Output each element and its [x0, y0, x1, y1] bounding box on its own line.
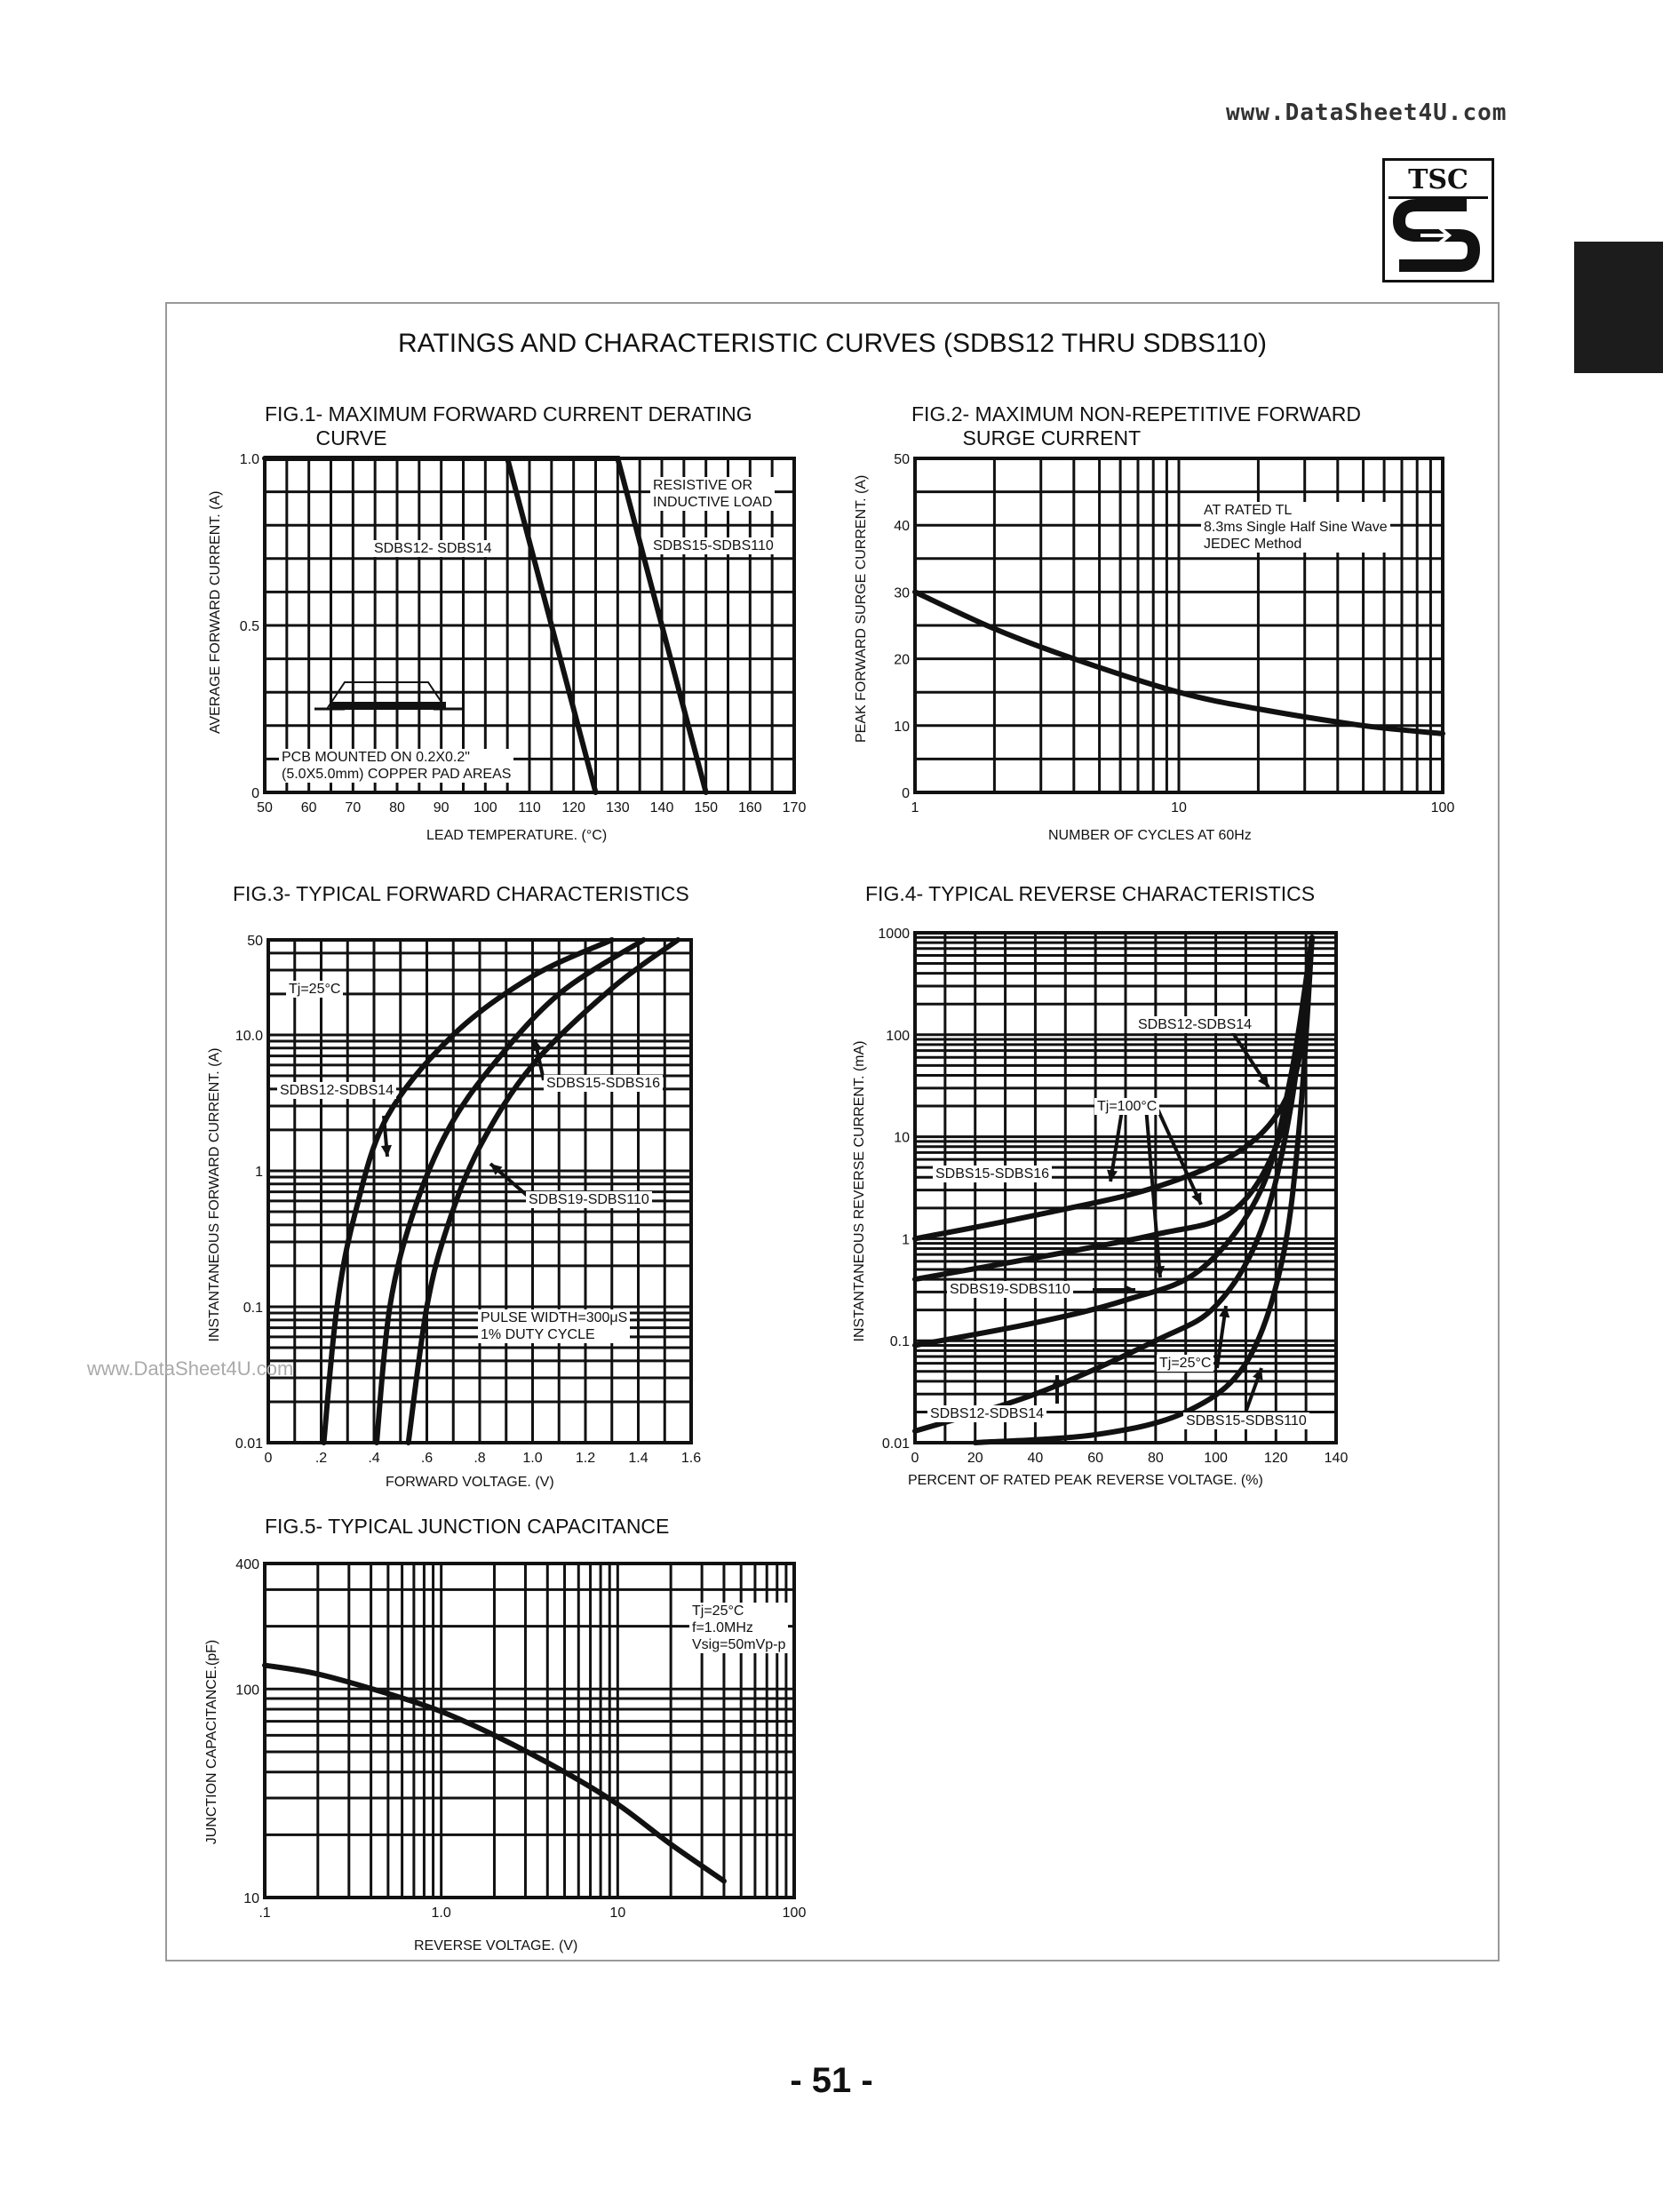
fig2-xtick-label: 100 [1430, 800, 1455, 816]
fig2-ytick-label: 50 [894, 452, 910, 467]
fig2-ytick-label: 0 [902, 786, 910, 801]
fig3-xtick-label: 1.6 [680, 1451, 702, 1466]
fig3-series-label-1: SDBS12-SDBS14 [277, 1082, 396, 1099]
fig3-xlabel: FORWARD VOLTAGE. (V) [386, 1475, 554, 1490]
fig1-xtick-label: 50 [257, 800, 273, 816]
fig4-ytick-label: 100 [886, 1028, 910, 1044]
annotation-arrowhead [1253, 1368, 1262, 1381]
fig5-note: Tj=25°C f=1.0MHz Vsig=50mVp-p [689, 1603, 788, 1653]
fig1-xlabel: LEAD TEMPERATURE. (°C) [426, 828, 608, 843]
page-number: - 51 - [790, 2061, 873, 2100]
fig1-xtick-label: 80 [389, 800, 405, 816]
fig1-series-label-1: SDBS12- SDBS14 [371, 540, 495, 557]
fig4-xlabel: PERCENT OF RATED PEAK REVERSE VOLTAGE. (%) [908, 1473, 1263, 1488]
fig1-xtick-label: 130 [605, 800, 630, 816]
fig3-xtick-label: .2 [314, 1451, 328, 1466]
annotation-arrowhead [1124, 1285, 1135, 1295]
page-title: RATINGS AND CHARACTERISTIC CURVES (SDBS12 THRU SDBS110) [398, 329, 1267, 358]
fig2-xtick-label: 1 [911, 800, 919, 816]
fig4-note-tj25: Tj=25°C [1157, 1355, 1213, 1372]
fig1-xtick-label: 160 [737, 800, 762, 816]
fig5-xtick-label: 10 [609, 1906, 626, 1921]
fig1-note-pcb: PCB MOUNTED ON 0.2X0.2" (5.0X5.0mm) COPPER PAD AREAS [279, 749, 513, 783]
fig4-ytick-label: 1 [902, 1232, 910, 1248]
fig5-title: FIG.5- TYPICAL JUNCTION CAPACITANCE [265, 1515, 670, 1538]
fig4-note-tj100: Tj=100°C [1094, 1098, 1159, 1115]
fig4-xtick-label: 80 [1147, 1451, 1164, 1466]
fig4-ytick-label: 10 [894, 1130, 910, 1146]
watermark: www.DataSheet4U.com [87, 1357, 294, 1380]
fig1-ytick-label: 1.0 [239, 452, 259, 467]
fig2-ytick-label: 20 [894, 652, 910, 668]
fig1-xtick-label: 150 [694, 800, 719, 816]
fig4-xtick-label: 40 [1027, 1451, 1044, 1466]
fig3-ylabel: INSTANTANEOUS FORWARD CURRENT. (A) [207, 1047, 222, 1342]
fig2-xlabel: NUMBER OF CYCLES AT 60Hz [1048, 828, 1252, 843]
fig5-ytick-label: 400 [235, 1557, 259, 1572]
fig5-xtick-label: 100 [782, 1906, 807, 1921]
fig4-xtick-label: 140 [1324, 1451, 1349, 1466]
fig2-title: FIG.2- MAXIMUM NON-REPETITIVE FORWARD SURGE CURRENT [911, 402, 1362, 450]
fig4-title: FIG.4- TYPICAL REVERSE CHARACTERISTICS [865, 882, 1316, 905]
fig3-ytick-label: 0.01 [235, 1436, 263, 1452]
annotation-arrow [1110, 1105, 1123, 1182]
annotation-arrowhead [381, 1145, 392, 1157]
fig4-series-label-5: SDBS15-SDBS110 [1183, 1412, 1309, 1429]
fig5-xtick-label: .1 [259, 1906, 271, 1921]
fig2-ytick-label: 30 [894, 585, 910, 601]
fig1-ylabel: AVERAGE FORWARD CURRENT. (A) [208, 490, 223, 734]
fig5-xtick-label: 1.0 [431, 1906, 451, 1921]
fig2-xtick-label: 10 [1171, 800, 1187, 816]
fig3-note-tj: Tj=25°C [286, 981, 343, 998]
fig1-xtick-label: 120 [561, 800, 586, 816]
fig4-series-label-4: SDBS12-SDBS14 [927, 1405, 1046, 1422]
fig3-series-label-2: SDBS15-SDBS16 [544, 1075, 663, 1092]
fig2-note: AT RATED TL 8.3ms Single Half Sine Wave JEDEC Method [1201, 502, 1390, 553]
fig1-xtick-label: 110 [518, 800, 541, 816]
fig1-series-label-2: SDBS15-SDBS110 [650, 537, 776, 554]
fig4-xtick-label: 20 [967, 1451, 983, 1466]
fig4-ytick-label: 0.1 [889, 1334, 910, 1350]
fig2-ytick-label: 40 [894, 519, 910, 535]
pcb-pad-icon [309, 666, 469, 728]
fig5-xlabel: REVERSE VOLTAGE. (V) [414, 1938, 578, 1953]
fig1-xtick-label: 90 [433, 800, 450, 816]
fig3-xtick-label: 0 [264, 1451, 273, 1466]
fig3-xtick-label: 1.0 [522, 1451, 543, 1466]
fig4-series-label-2: SDBS15-SDBS16 [933, 1166, 1052, 1182]
fig1-xtick-label: 60 [300, 800, 317, 816]
fig3-ytick-label: 10.0 [235, 1028, 263, 1044]
fig2-ytick-label: 10 [894, 719, 910, 735]
fig2-ylabel: PEAK FORWARD SURGE CURRENT. (A) [854, 474, 869, 743]
fig1-ytick-label: 0.5 [239, 619, 259, 634]
fig1-note-load: RESISTIVE OR INDUCTIVE LOAD [650, 477, 775, 511]
fig4-ytick-label: 0.01 [881, 1436, 910, 1452]
fig4-series-label-1: SDBS12-SDBS14 [1135, 1016, 1254, 1033]
fig3-note-pulse: PULSE WIDTH=300μS 1% DUTY CYCLE [478, 1309, 630, 1343]
fig3-ytick-label: 1 [255, 1164, 263, 1180]
fig1-xtick-label: 140 [649, 800, 674, 816]
fig3-xtick-label: .4 [368, 1451, 380, 1466]
fig3-xtick-label: 1.2 [575, 1451, 596, 1466]
fig1-xtick-label: 100 [473, 800, 497, 816]
fig1-xtick-label: 70 [345, 800, 362, 816]
fig1-ytick-label: 0 [251, 786, 259, 801]
fig4-xtick-label: 60 [1087, 1451, 1104, 1466]
fig3-xtick-label: 1.4 [628, 1451, 648, 1466]
fig4-ytick-label: 1000 [878, 927, 910, 942]
fig1-title: FIG.1- MAXIMUM FORWARD CURRENT DERATING CURVE [265, 402, 752, 450]
fig5-ytick-label: 10 [243, 1891, 259, 1906]
site-url[interactable]: www.DataSheet4U.com [1226, 99, 1508, 126]
fig4-xtick-label: 0 [911, 1451, 919, 1466]
fig3-title: FIG.3- TYPICAL FORWARD CHARACTERISTICS [233, 882, 689, 905]
fig4-series-label-3: SDBS19-SDBS110 [947, 1281, 1073, 1298]
fig4-xtick-label: 120 [1263, 1451, 1288, 1466]
fig3-ytick-label: 50 [247, 934, 263, 949]
fig1-xtick-label: 170 [782, 800, 807, 816]
fig5-ylabel: JUNCTION CAPACITANCE.(pF) [204, 1639, 219, 1845]
logo-text: TSC [1408, 164, 1468, 195]
fig4-ylabel: INSTANTANEOUS REVERSE CURRENT. (mA) [852, 1040, 867, 1342]
fig3-xtick-label: .8 [473, 1451, 486, 1466]
fig3-xtick-label: .6 [420, 1451, 434, 1466]
fig4-xtick-label: 100 [1204, 1451, 1228, 1466]
fig3-series-label-3: SDBS19-SDBS110 [526, 1191, 652, 1208]
fig3-ytick-label: 0.1 [243, 1300, 263, 1316]
fig5-ytick-label: 100 [235, 1683, 259, 1699]
